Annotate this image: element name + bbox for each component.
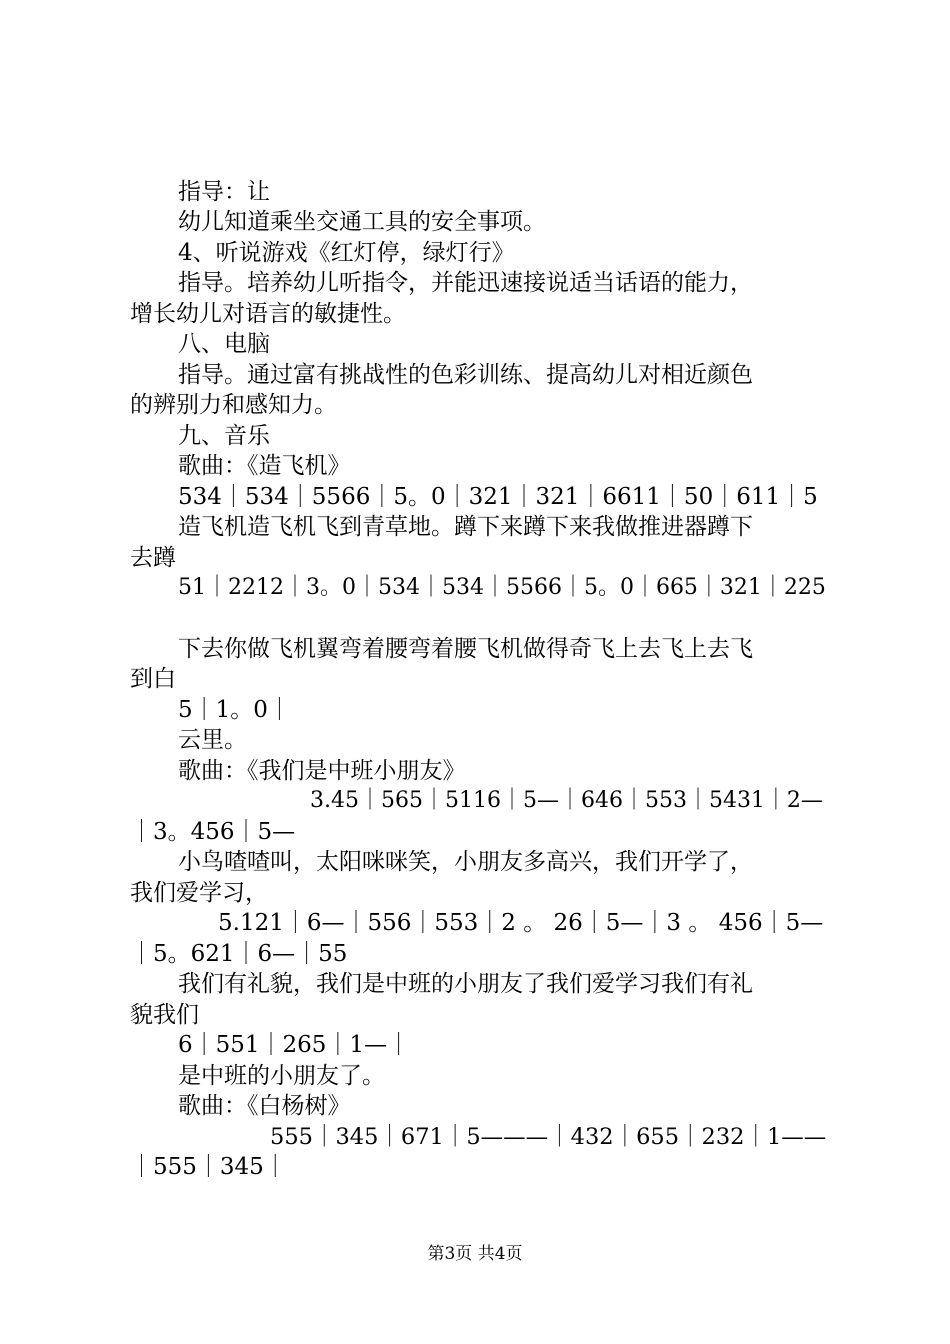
lyrics-line: 小鸟喳喳叫，太阳咪咪笑，小朋友多高兴，我们开学了， (178, 849, 753, 875)
lyrics-line: 去蹲 (130, 545, 176, 571)
music-notation: ｜3。456｜5— (130, 819, 296, 845)
music-notation: 51｜2212｜3。0｜534｜534｜5566｜5。0｜665｜321｜225 (178, 575, 826, 600)
text-line: 指导。培养幼儿听指令，并能迅速接说适当话语的能力， (178, 270, 753, 296)
text-line: 的辨别力和感知力。 (130, 392, 337, 418)
section-heading: 九、音乐 (178, 423, 270, 449)
lyrics-line: 下去你做飞机翼弯着腰弯着腰飞机做得奇飞上去飞上去飞 (178, 636, 753, 662)
music-notation: 6｜551｜265｜1—｜ (178, 1032, 411, 1058)
music-notation: 555｜345｜671｜5———｜432｜655｜232｜1—— (270, 1124, 827, 1150)
music-notation: ｜5。621｜6—｜55 (130, 941, 348, 967)
text-line: 增长幼儿对语言的敏捷性。 (130, 301, 406, 327)
music-notation: ｜555｜345｜ (130, 1154, 287, 1180)
music-notation: 3.45｜565｜5116｜5—｜646｜553｜5431｜2— (310, 788, 823, 813)
lyrics-line: 造飞机造飞机飞到青草地。蹲下来蹲下来我做推进器蹲下 (178, 514, 753, 540)
text-line: 幼儿知道乘坐交通工具的安全事项。 (178, 209, 546, 235)
lyrics-line: 我们有礼貌，我们是中班的小朋友了我们爱学习我们有礼 (178, 971, 753, 997)
music-notation: 5｜1。0｜ (178, 697, 291, 723)
song-title: 歌曲：《我们是中班小朋友》 (178, 758, 466, 784)
lyrics-line: 到白 (130, 666, 176, 692)
lyrics-line: 貌我们 (130, 1002, 199, 1028)
song-title: 歌曲：《白杨树》 (178, 1093, 351, 1119)
lyrics-line: 云里。 (178, 727, 247, 753)
section-heading: 八、电脑 (178, 331, 270, 357)
song-title: 歌曲：《造飞机》 (178, 453, 351, 479)
text-line: 指导。通过富有挑战性的色彩训练、提高幼儿对相近颜色 (178, 362, 753, 388)
music-notation: 534｜534｜5566｜5。0｜321｜321｜6611｜50｜611｜5 (178, 484, 818, 510)
lyrics-line: 我们爱学习， (130, 880, 268, 906)
lyrics-line: 是中班的小朋友了。 (178, 1063, 385, 1089)
text-line: 指导：让 (178, 179, 270, 205)
music-notation: 5.121｜6—｜556｜553｜2 。 26｜5—｜3 。 456｜5— (218, 910, 824, 936)
page-footer: 第3页 共4页 (427, 1244, 523, 1264)
text-line: 4、听说游戏《红灯停，绿灯行》 (178, 240, 515, 266)
